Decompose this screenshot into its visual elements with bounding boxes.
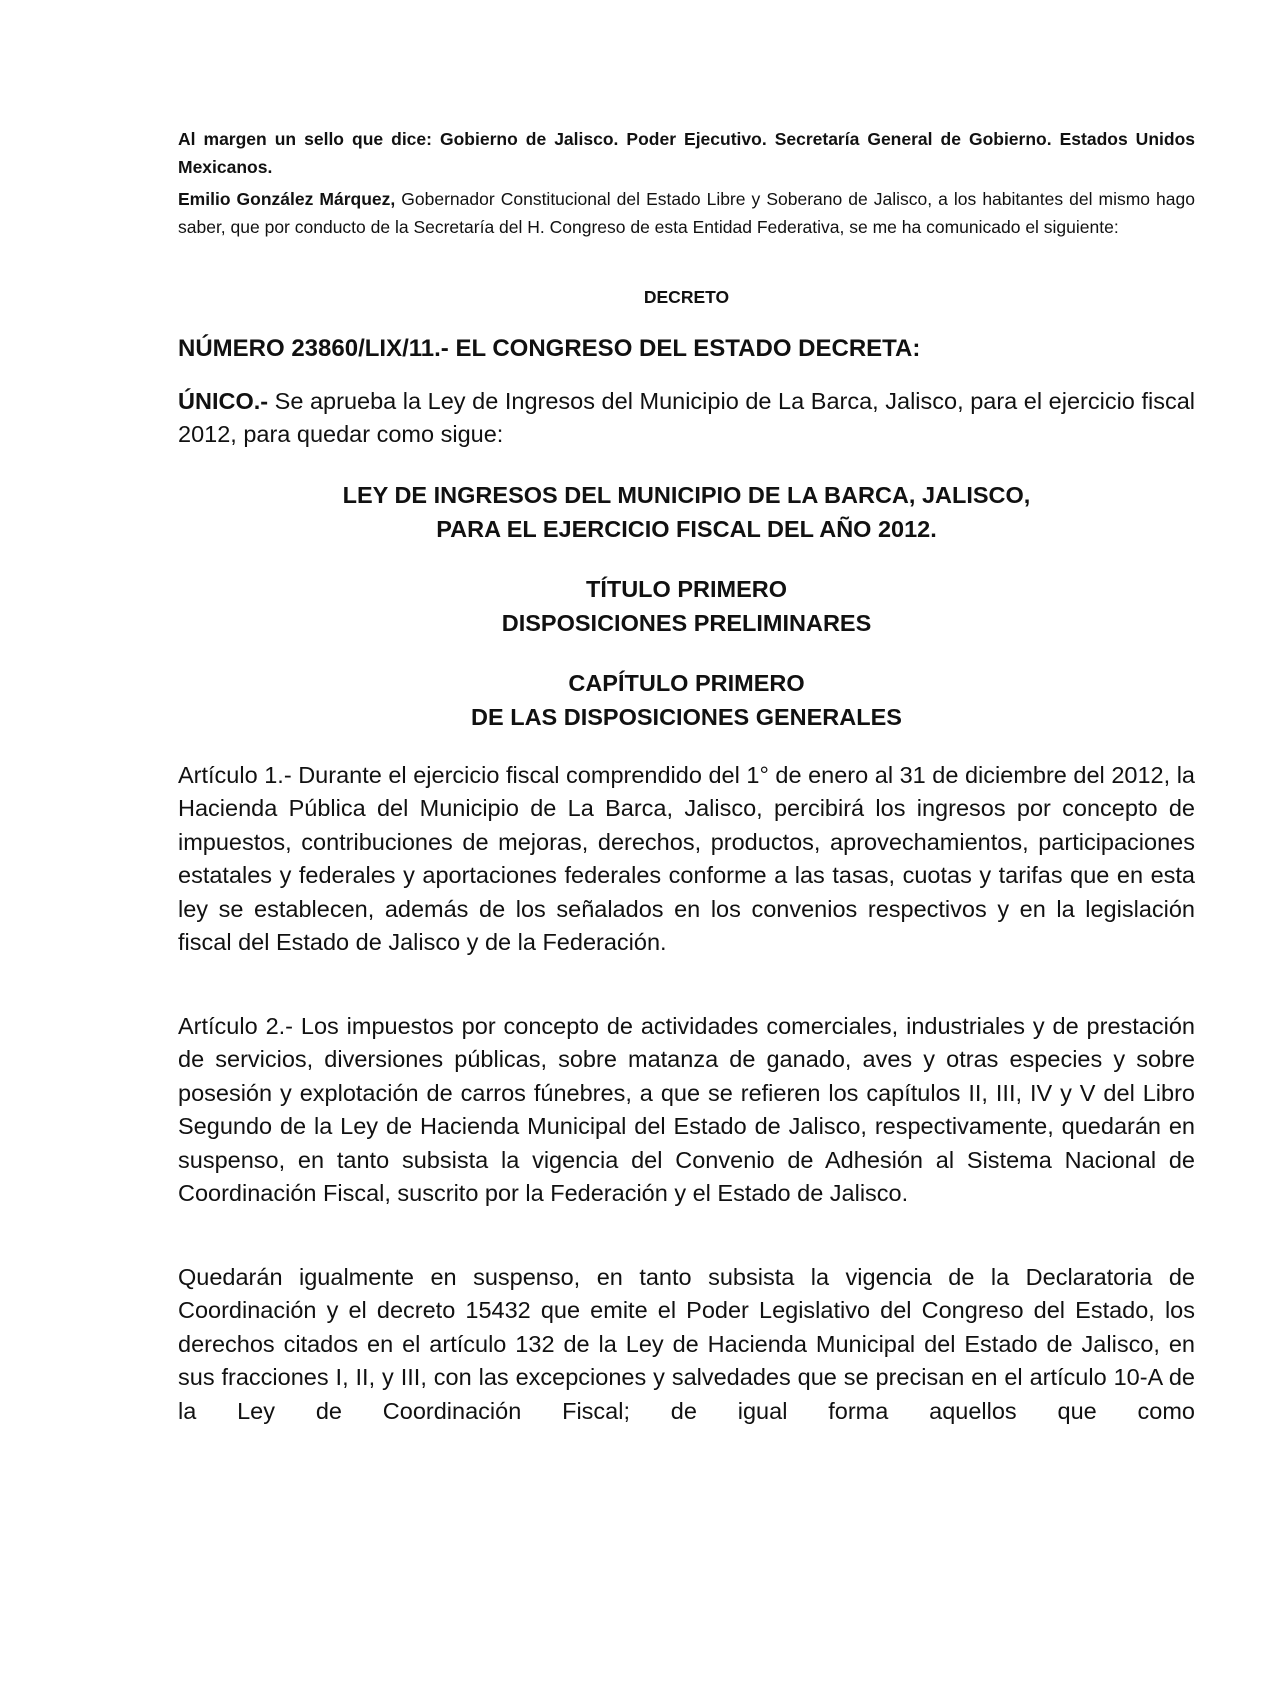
title-heading-line1: TÍTULO PRIMERO	[585, 576, 788, 602]
unico-text: Se aprueba la Ley de Ingresos del Municipio de La Barca, Jalisco, para el ejercicio fiscal 2012, para quedar como sigue:	[178, 388, 1195, 448]
seal-note: Al margen un sello que dice: Gobierno de Jalisco. Poder Ejecutivo. Secretaría General de Gobierno. Estados Unidos Mexicanos.	[178, 129, 1195, 177]
intro-text: Gobernador Constitucional del Estado Libre y Soberano de Jalisco, a los habitantes del mismo hago saber, que por conducto de la Secretaría del H. Congreso de esta Entidad Federativa, se me ha comunicado el siguiente:	[178, 189, 1195, 237]
chapter-heading-line1: CAPÍTULO PRIMERO	[568, 670, 805, 696]
chapter-heading-line2: DE LAS DISPOSICIONES GENERALES	[471, 704, 902, 730]
chapter-heading	[178, 666, 1195, 734]
title-heading	[178, 572, 1195, 640]
article-2-continuation: Quedarán igualmente en suspenso, en tanto subsista la vigencia de la Declaratoria de Coordinación y el decreto 15432 que emite el Poder Legislativo del Congreso del Estado, los derechos citados en el artículo 132 de la Ley de Hacienda Municipal del Estado de Jalisco, en sus fracciones I, II, y III, con las excepciones y salvedades que se precisan en el artículo 10-A de la Ley de Coordinación Fiscal; de igual forma aquellos que como	[178, 1264, 1195, 1424]
governor-name: Emilio González Márquez,	[178, 189, 396, 209]
intro-paragraph	[178, 185, 1195, 241]
article-2: Artículo 2.- Los impuestos por concepto de actividades comerciales, industriales y de prestación de servicios, diversiones públicas, sobre matanza de ganado, aves y otras especies y sobre posesión y explotación de carros fúnebres, a que se refieren los capítulos II, III, IV y V del Libro Segundo de la Ley de Hacienda Municipal del Estado de Jalisco, respectivamente, quedarán en suspenso, en tanto subsista la vigencia del Convenio de Adhesión al Sistema Nacional de Coordinación Fiscal, suscrito por la Federación y el Estado de Jalisco.	[178, 1013, 1195, 1207]
unico-paragraph	[178, 385, 1195, 452]
law-title-line2: PARA EL EJERCICIO FISCAL DEL AÑO 2012.	[436, 516, 937, 542]
article-1: Artículo 1.- Durante el ejercicio fiscal comprendido del 1° de enero al 31 de diciembre del 2012, la Hacienda Pública del Municipio de La Barca, Jalisco, percibirá los ingresos por concepto de impuestos, contribuciones de mejoras, derechos, productos, aprovechamientos, participaciones estatales y federales y aportaciones federales conforme a las tasas, cuotas y tarifas que en esta ley se establecen, además de los señalados en los convenios respectivos y en la legislación fiscal del Estado de Jalisco y de la Federación.	[178, 762, 1195, 956]
unico-label: ÚNICO.-	[178, 388, 269, 414]
title-heading-line2: DISPOSICIONES PRELIMINARES	[501, 610, 872, 636]
decree-number: NÚMERO 23860/LIX/11.- EL CONGRESO DEL ESTADO DECRETA:	[178, 335, 921, 362]
law-title	[178, 478, 1195, 546]
decreto-label: DECRETO	[643, 287, 730, 307]
law-title-line1: LEY DE INGRESOS DEL MUNICIPIO DE LA BARCA, JALISCO,	[342, 482, 1031, 508]
